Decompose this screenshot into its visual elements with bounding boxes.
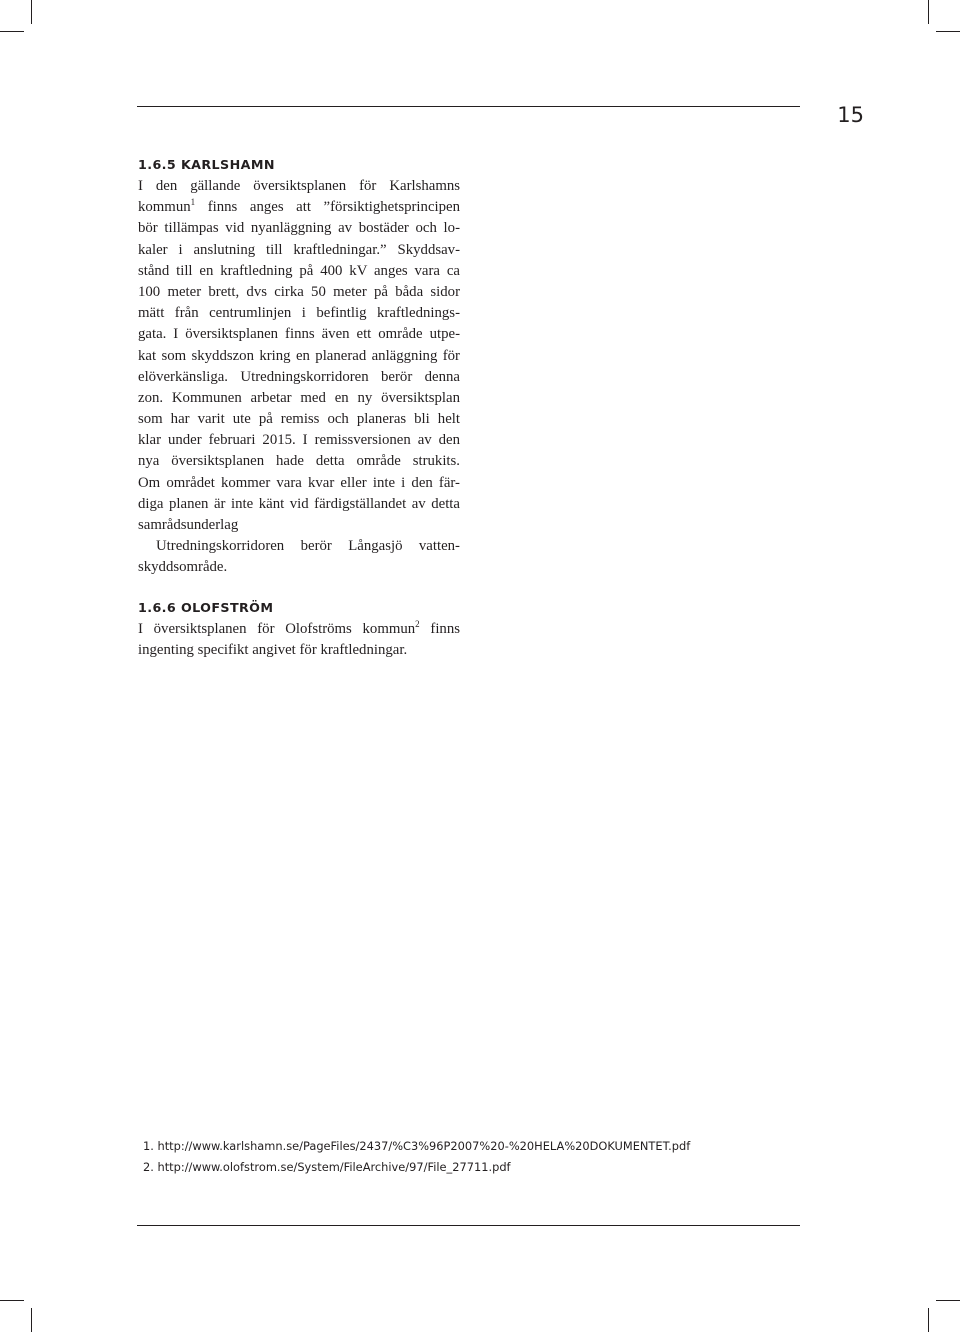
footnote-2: 2. http://www.olofstrom.se/System/FileArchive/97/File_27711.pdf <box>143 1160 511 1174</box>
paragraph-line: Utredningskorridoren berör Långasjö vatten- <box>156 538 460 555</box>
page-number: 15 <box>837 103 864 127</box>
paragraph-line: bör tillämpas vid nyanläggning av bostäder och lo- <box>138 220 460 237</box>
paragraph-line: I den gällande översiktsplanen för Karlshamns <box>138 178 460 194</box>
paragraph-line: 100 meter brett, dvs cirka 50 meter på båda sidor <box>138 283 460 300</box>
paragraph-line-with-footnote: kommun$^1$ finns anges att ”försiktighetsprincipen <box>138 197 460 216</box>
paragraph-line: skyddsområde. <box>138 559 228 576</box>
crop-mark-top-right-vertical <box>928 0 929 24</box>
section-olofstrom <box>138 598 460 661</box>
paragraph-line: diga planen är inte känt vid färdigställandet av detta <box>138 495 460 512</box>
paragraph-line: Om området kommer vara kvar eller inte i den fär- <box>138 474 460 491</box>
crop-mark-top-right-horizontal <box>936 31 960 32</box>
section-body-karlshamn <box>138 176 460 579</box>
paragraph-line: mätt från centrumlinjen i befintlig kraftlednings- <box>138 305 460 322</box>
paragraph-line: kaler i anslutning till kraftledningar.” Skyddsav- <box>138 241 460 258</box>
crop-mark-top-left-vertical <box>31 0 32 24</box>
paragraph-line: nya översiktsplanen hade detta område strukits. <box>138 453 460 470</box>
section-body-olofstrom <box>138 619 460 661</box>
section-heading-karlshamn: 1.6.5 KARLSHAMN <box>138 157 275 172</box>
paragraph-line: kat som skyddszon kring en planerad anläggning för <box>138 347 460 364</box>
paragraph-line: samrådsunderlag <box>138 517 239 533</box>
paragraph-line: som har varit ute på remiss och planeras bli helt <box>138 411 460 428</box>
footnote-reference: 2 <box>415 619 420 629</box>
section-karlshamn <box>138 155 460 579</box>
paragraph-line-with-footnote: I översiktsplanen för Olofströms kommun$^2$ finns <box>138 619 460 637</box>
paragraph-line: klar under februari 2015. I remissversionen av den <box>138 432 460 449</box>
crop-mark-bottom-right-horizontal <box>936 1300 960 1301</box>
footnote-1: 1. http://www.karlshamn.se/PageFiles/2437/%C3%96P2007%20-%20HELA%20DOKUMENTET.pdf <box>143 1139 691 1153</box>
paragraph-line: ingenting specifikt angivet för kraftledningar. <box>138 642 408 659</box>
crop-mark-top-left-horizontal <box>0 31 24 32</box>
footnotes <box>143 1136 690 1178</box>
paragraph-line: elöverkänsliga. Utredningskorridoren berör denna <box>138 368 460 385</box>
paragraph-line: zon. Kommunen arbetar med en ny översiktsplan <box>138 389 460 406</box>
section-heading-olofstrom: 1.6.6 OLOFSTRÖM <box>138 600 274 615</box>
crop-mark-bottom-right-vertical <box>928 1308 929 1332</box>
paragraph-line: gata. I översiktsplanen finns även ett område utpe- <box>138 326 460 343</box>
crop-mark-bottom-left-vertical <box>31 1308 32 1332</box>
header-rule <box>137 106 800 107</box>
footer-rule <box>137 1225 800 1226</box>
crop-mark-bottom-left-horizontal <box>0 1300 24 1301</box>
footnote-reference: 1 <box>190 197 196 208</box>
paragraph-line: stånd till en kraftledning på 400 kV anges vara ca <box>138 262 460 279</box>
